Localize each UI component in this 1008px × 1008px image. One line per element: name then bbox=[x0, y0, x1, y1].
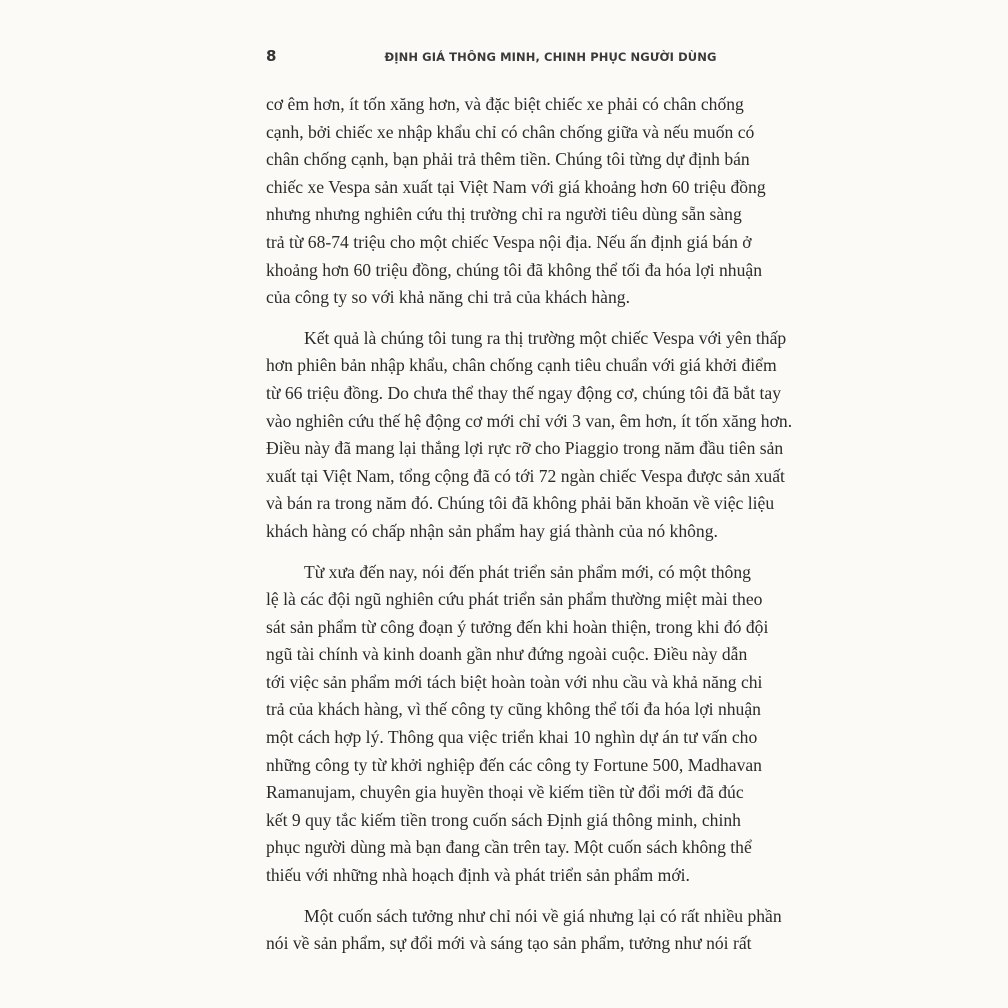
running-head: ĐỊNH GIÁ THÔNG MINH, CHINH PHỤC NGƯỜI DÙNG bbox=[384, 50, 717, 64]
paragraph bbox=[266, 325, 793, 546]
text-line: lệ là các đội ngũ nghiên cứu phát triển sản phẩm thường miệt mài theo bbox=[266, 589, 763, 610]
text-line: từ 66 triệu đồng. Do chưa thể thay thế ngay động cơ, chúng tôi đã bắt tay bbox=[266, 382, 782, 403]
text-line: ngũ tài chính và kinh doanh gần như đứng ngoài cuộc. Điều này dẫn bbox=[266, 644, 748, 665]
text-line: thiếu với những nhà hoạch định và phát triển sản phẩm mới. bbox=[266, 865, 690, 886]
text-line: hơn phiên bản nhập khẩu, chân chống cạnh tiêu chuẩn với giá khởi điểm bbox=[266, 355, 777, 376]
text-line: Kết quả là chúng tôi tung ra thị trường một chiếc Vespa với yên thấp bbox=[304, 327, 787, 348]
text-line: trả từ 68-74 triệu cho một chiếc Vespa nội địa. Nếu ấn định giá bán ở bbox=[266, 231, 752, 252]
text-line: cạnh, bởi chiếc xe nhập khẩu chỉ có chân chống giữa và nếu muốn có bbox=[266, 121, 755, 142]
text-line: khoảng hơn 60 triệu đồng, chúng tôi đã không thể tối đa hóa lợi nhuận bbox=[266, 259, 763, 280]
text-line: trả của khách hàng, vì thế công ty cũng không thể tối đa hóa lợi nhuận bbox=[266, 699, 761, 720]
paragraph bbox=[266, 903, 782, 958]
body-text bbox=[266, 91, 793, 971]
text-line: những công ty từ khởi nghiệp đến các công ty Fortune 500, Madhavan bbox=[266, 754, 762, 775]
text-line: một cách hợp lý. Thông qua việc triển khai 10 nghìn dự án tư vấn cho bbox=[266, 727, 758, 748]
text-line: kết 9 quy tắc kiếm tiền trong cuốn sách Định giá thông minh, chinh bbox=[266, 809, 741, 830]
text-line: Điều này đã mang lại thắng lợi rực rỡ cho Piaggio trong năm đầu tiên sản bbox=[266, 438, 784, 459]
text-line: khách hàng có chấp nhận sản phẩm hay giá thành của nó không. bbox=[266, 520, 718, 541]
page-number: 8 bbox=[266, 47, 277, 65]
text-line: nhưng nhưng nghiên cứu thị trường chỉ ra người tiêu dùng sẵn sàng bbox=[266, 204, 742, 225]
text-line: tới việc sản phẩm mới tách biệt hoàn toàn với nhu cầu và khả năng chi bbox=[266, 671, 763, 692]
text-line: phục người dùng mà bạn đang cần trên tay. Một cuốn sách không thể bbox=[266, 837, 752, 858]
text-line: sát sản phẩm từ công đoạn ý tưởng đến khi hoàn thiện, trong khi đó đội bbox=[266, 616, 769, 637]
text-line: Từ xưa đến nay, nói đến phát triển sản phẩm mới, có một thông bbox=[304, 561, 751, 582]
text-line: cơ êm hơn, ít tốn xăng hơn, và đặc biệt chiếc xe phải có chân chống bbox=[266, 94, 744, 114]
text-line: của công ty so với khả năng chi trả của khách hàng. bbox=[266, 287, 630, 308]
text-line: Ramanujam, chuyên gia huyền thoại về kiếm tiền từ đổi mới đã đúc bbox=[266, 782, 744, 803]
text-line: xuất tại Việt Nam, tổng cộng đã có tới 72 ngàn chiếc Vespa được sản xuất bbox=[266, 465, 785, 486]
text-line: và bán ra trong năm đó. Chúng tôi đã không phải băn khoăn về việc liệu bbox=[266, 493, 775, 514]
text-line: Một cuốn sách tưởng như chỉ nói về giá nhưng lại có rất nhiều phần bbox=[304, 905, 782, 926]
paragraph bbox=[266, 559, 769, 890]
text-line: nói về sản phẩm, sự đổi mới và sáng tạo sản phẩm, tưởng như nói rất bbox=[266, 933, 752, 954]
text-line: vào nghiên cứu thế hệ động cơ mới chỉ với 3 van, êm hơn, ít tốn xăng hơn. bbox=[266, 410, 793, 431]
text-line: chân chống cạnh, bạn phải trả thêm tiền. Chúng tôi từng dự định bán bbox=[266, 149, 750, 170]
text-line: chiếc xe Vespa sản xuất tại Việt Nam với giá khoảng hơn 60 triệu đồng bbox=[266, 176, 766, 197]
paragraph bbox=[266, 91, 766, 312]
